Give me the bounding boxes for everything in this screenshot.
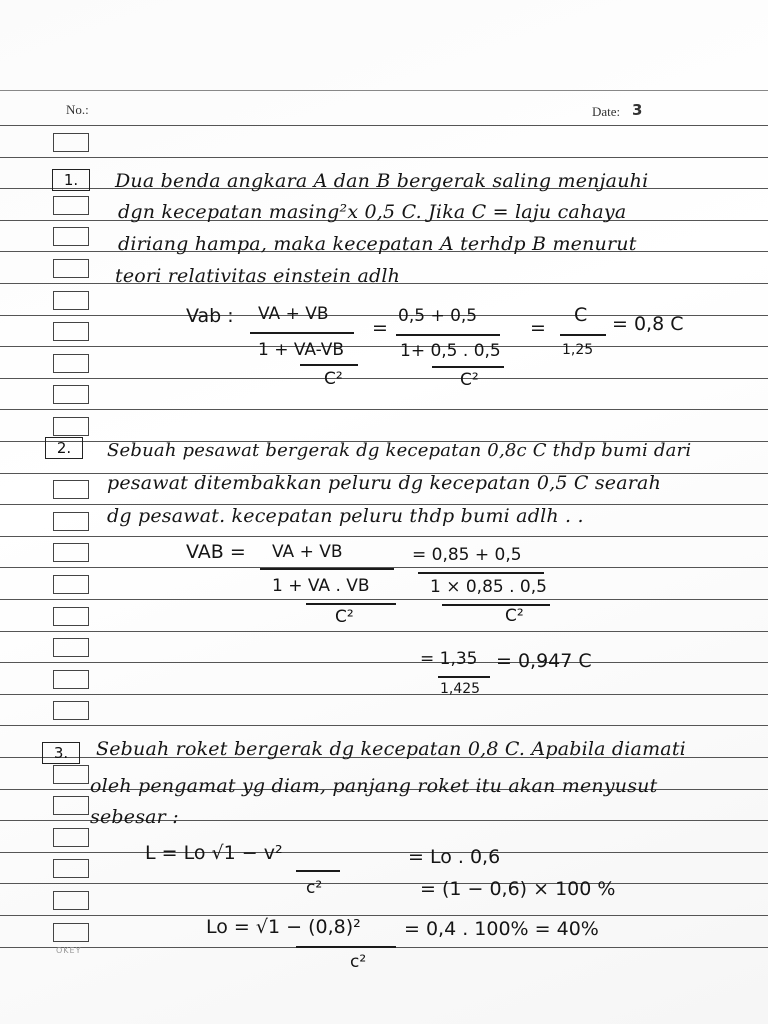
p3-step-2: = (1 − 0,6) × 100 % [420, 878, 616, 900]
p2-frac2-bar [418, 572, 544, 574]
margin-checkbox [53, 512, 89, 531]
p1-eq-3: = [530, 317, 546, 339]
p3-step-3: = 0,4 . 100% = 40% [404, 918, 599, 940]
ruled-line [0, 662, 768, 663]
ruled-line [0, 346, 768, 347]
header-top-line [0, 90, 768, 91]
p2-frac1-denominator: 1 + VA . VB [272, 576, 370, 596]
p1-frac1-denominator: 1 + VA-VB [258, 340, 345, 360]
margin-checkbox [53, 670, 89, 689]
p1-frac2-inner-bar [432, 366, 504, 368]
margin-checkbox [53, 417, 89, 436]
p2-frac2-denominator: 1 × 0,85 . 0,5 [430, 577, 547, 597]
margin-checkbox [53, 828, 89, 847]
p1-frac1-subdenominator: C² [324, 369, 343, 389]
p1-frac2-denominator: 1+ 0,5 . 0,5 [400, 341, 501, 361]
margin-checkbox [53, 354, 89, 373]
p1-result: = 0,8 C [612, 313, 684, 335]
p3-frac1-bar [296, 870, 340, 872]
ruled-line [0, 599, 768, 600]
problem-1-line-2: dgn kecepatan masing²x 0,5 C. Jika C = laju cahaya [118, 201, 627, 223]
problem-2-number: 2. [45, 437, 83, 459]
p1-frac1-bar [250, 332, 354, 334]
ruled-line [0, 883, 768, 884]
p2-frac3-numerator: = 1,35 [420, 649, 478, 669]
p2-frac2-numerator: = 0,85 + 0,5 [412, 545, 522, 565]
p1-frac3-numerator: C [574, 304, 588, 326]
p3-formula-line-1: L = Lo √1 − v² [145, 842, 283, 864]
ruled-line [0, 725, 768, 726]
p1-frac2-subdenominator: C² [460, 370, 479, 390]
p2-frac1-numerator: VA + VB [272, 542, 343, 562]
ruled-line [0, 694, 768, 695]
problem-3-line-2: oleh pengamat yg diam, panjang roket itu akan menyusut [90, 775, 658, 797]
margin-checkbox [53, 385, 89, 404]
margin-checkbox [53, 322, 89, 341]
p3-frac1-denominator: c² [306, 878, 323, 898]
margin-checkbox [53, 638, 89, 657]
margin-checkbox [53, 859, 89, 878]
problem-3-line-3: sebesar : [90, 806, 179, 828]
date-value: 3 [632, 101, 643, 119]
problem-2-line-2: pesawat ditembakkan peluru dg kecepatan 0,5 C searah [107, 472, 662, 494]
p1-frac2-bar [396, 334, 500, 336]
margin-checkbox [53, 227, 89, 246]
ruled-line [0, 157, 768, 158]
ruled-line [0, 852, 768, 853]
margin-checkbox [53, 891, 89, 910]
ruled-line [0, 125, 768, 126]
ruled-line [0, 378, 768, 379]
margin-checkbox [53, 923, 89, 942]
p2-frac1-bar [260, 568, 394, 570]
problem-1-line-4: teori relativitas einstein adlh [115, 265, 401, 287]
no-label: No.: [66, 102, 89, 117]
ruled-line [0, 409, 768, 410]
margin-checkbox [53, 196, 89, 215]
p2-frac2-subdenominator: C² [505, 606, 524, 626]
margin-checkbox [53, 133, 89, 152]
margin-checkbox [53, 765, 89, 784]
problem-3-number: 3. [42, 742, 80, 764]
problem-1-number: 1. [52, 169, 90, 191]
margin-checkbox [53, 543, 89, 562]
margin-checkbox [53, 575, 89, 594]
problem-1-line-1: Dua benda angkara A dan B bergerak saling menjauhi [115, 170, 649, 192]
date-label: Date: [592, 104, 621, 119]
margin-checkbox [53, 480, 89, 499]
p1-frac2-numerator: 0,5 + 0,5 [398, 306, 478, 326]
p2-frac1-subdenominator: C² [335, 607, 354, 627]
problem-1-line-3: diriang hampa, maka kecepatan A terhdp B menurut [118, 233, 637, 255]
p1-frac1-inner-bar [300, 364, 358, 366]
p1-frac3-bar [560, 334, 606, 336]
problem-3-line-1: Sebuah roket bergerak dg kecepatan 0,8 C. Apabila diamati [96, 738, 686, 760]
ruled-line [0, 536, 768, 537]
p2-frac1-inner-bar [306, 603, 396, 605]
problem-2-line-1: Sebuah pesawat bergerak dg kecepatan 0,8c C thdp bumi dari [107, 440, 692, 461]
p2-frac2-inner-bar [442, 604, 550, 606]
p1-frac3-denominator: 1,25 [562, 342, 594, 358]
margin-checkbox [53, 796, 89, 815]
margin-checkbox [53, 259, 89, 278]
p3-formula-line-2: Lo = √1 − (0,8)² [206, 916, 361, 938]
p2-frac3-bar [438, 676, 490, 678]
p2-formula-lhs: VAB = [186, 541, 246, 563]
p1-formula-lhs: Vab : [186, 305, 234, 327]
margin-checkbox [53, 607, 89, 626]
p3-frac2-bar [296, 946, 396, 948]
p1-eq-2: = [372, 317, 388, 339]
p1-frac1-numerator: VA + VB [258, 304, 329, 324]
p3-step-1: = Lo . 0,6 [408, 846, 501, 868]
margin-checkbox [53, 701, 89, 720]
p3-frac2-denominator: c² [350, 952, 367, 972]
ruled-line [0, 915, 768, 916]
problem-2-line-3: dg pesawat. kecepatan peluru thdp bumi adlh . . [107, 505, 584, 527]
p2-result: = 0,947 C [496, 650, 592, 672]
ruled-line [0, 631, 768, 632]
p2-frac3-denominator: 1,425 [440, 681, 481, 697]
margin-checkbox [53, 291, 89, 310]
brand-logo-text: OKEY [56, 946, 82, 955]
